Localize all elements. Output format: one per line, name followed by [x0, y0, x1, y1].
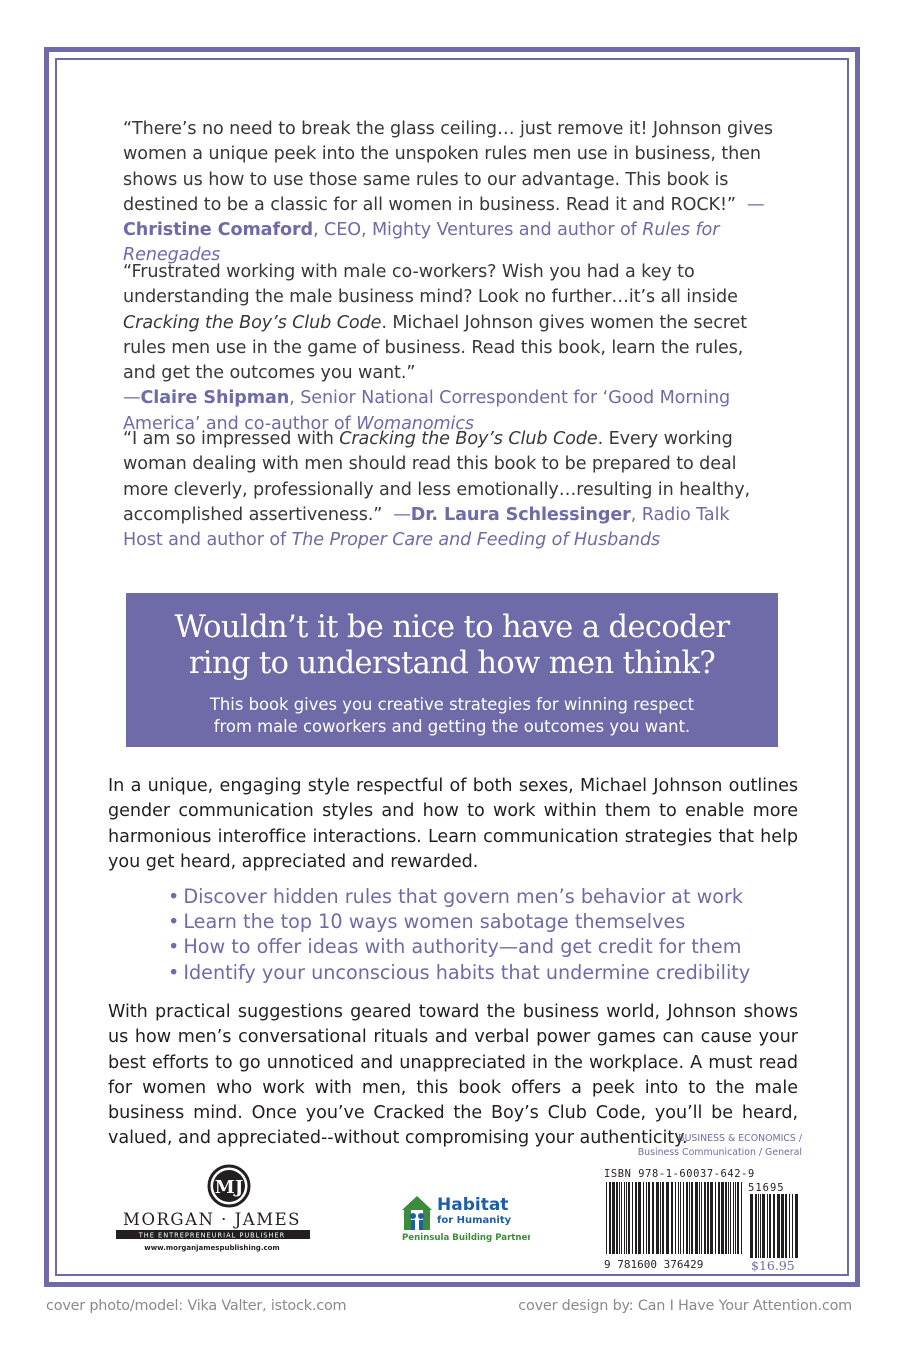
list-item-text: Discover hidden rules that govern men’s behavior at work [183, 885, 743, 908]
barcode-bar [715, 1182, 716, 1254]
barcode-bar [683, 1182, 684, 1254]
intro-paragraph: In a unique, engaging style respectful of both sexes, Michael Johnson outlines gender communication styles and how to work within them to enable more harmonious interoffice interactions. Learn communication strategies that help you get heard, appreciated and rewarded. [108, 776, 798, 872]
morgan-james-logo-icon [112, 1162, 312, 1258]
quote-text: “There’s no need to break the glass ceiling… just remove it! Johnson gives women a unique peek into the unspoken rules men use in business, then shows us how to use those same rules to our advantage. This book is destined to be a classic for all women in business. Read it and ROCK!” [123, 119, 773, 215]
bullet-icon: • [168, 885, 180, 908]
morgan-james-logo [112, 1162, 312, 1258]
addon-digits: 51695 [748, 1182, 785, 1194]
list-item [168, 960, 788, 985]
barcode-bar [750, 1194, 753, 1258]
barcode-block [600, 1132, 802, 1280]
barcode-bar [624, 1182, 625, 1254]
addon-barcode-bars [750, 1194, 798, 1258]
barcode-bar [760, 1194, 761, 1258]
quote-dash: — [393, 504, 411, 525]
list-item [168, 909, 788, 934]
barcode-bar [762, 1194, 765, 1258]
barcode-bar [660, 1182, 661, 1254]
banner-headline [126, 610, 778, 682]
quote-attribution: , Radio Talk Host and author of [123, 504, 730, 551]
quote-schlessinger [123, 427, 773, 553]
barcode-bar [735, 1182, 736, 1254]
barcode-bar [777, 1194, 780, 1258]
partner-name-1: Habitat [437, 1195, 509, 1215]
bullet-icon: • [168, 960, 180, 984]
bullet-icon: • [168, 935, 180, 959]
publisher-monogram: MJ [214, 1177, 244, 1198]
barcode-bar [707, 1182, 709, 1254]
barcode-bar [616, 1182, 618, 1254]
barcode-bar [671, 1182, 673, 1254]
quote-book: Womanomics [356, 413, 474, 434]
barcode-bar [686, 1182, 688, 1254]
partner-subtitle: Peninsula Building Partner [402, 1233, 530, 1243]
barcode-bar [718, 1182, 720, 1254]
barcode-bar [656, 1182, 659, 1254]
barcode-bar [635, 1182, 637, 1254]
isbn-text: ISBN 978-1-60037-642-9 [604, 1168, 755, 1180]
barcode-bar [628, 1182, 630, 1254]
barcode-bar [646, 1182, 647, 1254]
publisher-url: www.morganjamespublishing.com [144, 1244, 280, 1252]
publisher-tagline: THE ENTREPRENEURIAL PUBLISHER [138, 1231, 286, 1240]
barcode-bar [755, 1194, 757, 1258]
barcode-bar [632, 1182, 633, 1254]
barcode-bar [621, 1182, 622, 1254]
photo-credit: cover photo/model: Vika Valter, istock.com [46, 1298, 347, 1314]
list-item-text: How to offer ideas with authority—and get credit for them [183, 935, 742, 959]
barcode-bar [619, 1182, 620, 1254]
quote-dash: — [123, 388, 141, 409]
quote-text-b: . Michael Johnson gives women the secret rules men use in the game of business. Read this book, learn the rules, and get the outcomes you want.” [123, 312, 748, 384]
banner-headline-line-2: ring to understand how men think? [188, 646, 716, 681]
benefit-list [168, 884, 788, 985]
barcode-bar [795, 1194, 798, 1258]
barcode-bar [648, 1182, 650, 1254]
barcode-bar [789, 1194, 790, 1258]
quote-shipman [123, 260, 773, 437]
ean-digits: 9 781600 376429 [604, 1258, 704, 1271]
barcode-bar [680, 1182, 681, 1254]
barcode-bar [662, 1182, 664, 1254]
habitat-house-icon [400, 1190, 530, 1246]
barcode-bar [725, 1182, 727, 1254]
quote-text-b: . Every working woman dealing with men should read this book to be prepared to deal more cleverly, professionally and less emotionally…resulting in healthy, accomplished assertiveness.” [123, 429, 751, 525]
quote-attribution: , Senior National Correspondent for ‘Good Morning America’ and co-author of [123, 388, 731, 434]
barcode-bar [701, 1182, 702, 1254]
barcode-bar [675, 1182, 676, 1254]
barcode-bar [638, 1182, 641, 1254]
design-credit: cover design by: Can I Have Your Attention.com [518, 1298, 852, 1314]
publisher-name: MORGAN · JAMES [123, 1210, 301, 1229]
quote-title: Cracking the Boy’s Club Code [123, 312, 382, 333]
habitat-logo [400, 1190, 530, 1246]
closing-paragraph: With practical suggestions geared toward the business world, Johnson shows us how men’s conversational rituals and verbal power games can cause your best efforts to go unnoticed and unappreciated in the workplace. A must read for women who work with men, this book offers a peek into to the male business mind. Once you’ve Cracked the Boy’s Club Code, you’ll be heard, valued, and appreciated--without compromising your authenticity. [108, 1002, 798, 1149]
barcode-bar [773, 1194, 775, 1258]
barcode-bar [699, 1182, 700, 1254]
category-line-1: BUSINESS & ECONOMICS / [678, 1133, 802, 1144]
quote-author: Christine Comaford [123, 220, 314, 241]
barcode-bar [678, 1182, 679, 1254]
barcode-bar [666, 1182, 669, 1254]
barcode-bar [606, 1182, 607, 1254]
quote-text-a: “I am so impressed with [123, 429, 340, 449]
quote-title: Cracking the Boy’s Club Code [339, 429, 598, 449]
barcode-bar [626, 1182, 627, 1254]
barcode-graphic [600, 1132, 802, 1280]
category-line-2: Business Communication / General [637, 1147, 802, 1158]
price: $16.95 [751, 1258, 795, 1273]
barcode-bar [612, 1182, 615, 1254]
barcode-bar [730, 1182, 731, 1254]
banner-subtext [126, 694, 778, 738]
quote-author: Dr. Laura Schlessinger [410, 504, 631, 525]
barcode-bar [710, 1182, 713, 1254]
banner-subtext-line-1: This book gives you creative strategies for winning respect [209, 695, 695, 714]
list-item-text: Identify your unconscious habits that undermine credibility [183, 960, 751, 984]
barcode-bar [609, 1182, 611, 1254]
barcode-bar [643, 1182, 644, 1254]
barcode-bar [733, 1182, 734, 1254]
barcode-bar [704, 1182, 706, 1254]
barcode-bar [792, 1194, 793, 1258]
list-item-text: Learn the top 10 ways women sabotage themselves [183, 910, 686, 934]
quote-comaford [123, 117, 773, 269]
decoder-banner [126, 593, 778, 747]
partner-name-2: for Humanity [437, 1215, 512, 1226]
barcode-bar [721, 1182, 724, 1254]
barcode-bar [737, 1182, 739, 1254]
barcode-bar [767, 1194, 768, 1258]
barcode-bar [695, 1182, 698, 1254]
quote-book: Rules for Renegades [123, 220, 720, 266]
ean-barcode-bars [606, 1182, 742, 1254]
barcode-bar [691, 1182, 693, 1254]
barcode-bar [652, 1182, 654, 1254]
list-item [168, 934, 788, 959]
banner-headline-line-1: Wouldn’t it be nice to have a decoder [174, 610, 730, 645]
barcode-bar [728, 1182, 729, 1254]
barcode-bar [781, 1194, 784, 1258]
bullet-icon: • [168, 910, 180, 934]
barcode-bar [758, 1194, 759, 1258]
quote-text-a: “Frustrated working with male co-workers? Wish you had a key to understanding the male business mind? Look no further…it’s all inside [123, 262, 738, 308]
quote-dash: — [746, 194, 765, 215]
barcode-bar [689, 1182, 690, 1254]
list-item [168, 884, 788, 909]
quote-author: Claire Shipman [140, 388, 290, 409]
barcode-bar [741, 1182, 742, 1254]
banner-subtext-line-2: from male coworkers and getting the outcomes you want. [213, 717, 691, 736]
quote-attribution: , CEO, Mighty Ventures and author of [313, 220, 643, 241]
barcode-bar [769, 1194, 771, 1258]
quote-book: The Proper Care and Feeding of Husbands [291, 530, 661, 551]
barcode-bar [785, 1194, 787, 1258]
